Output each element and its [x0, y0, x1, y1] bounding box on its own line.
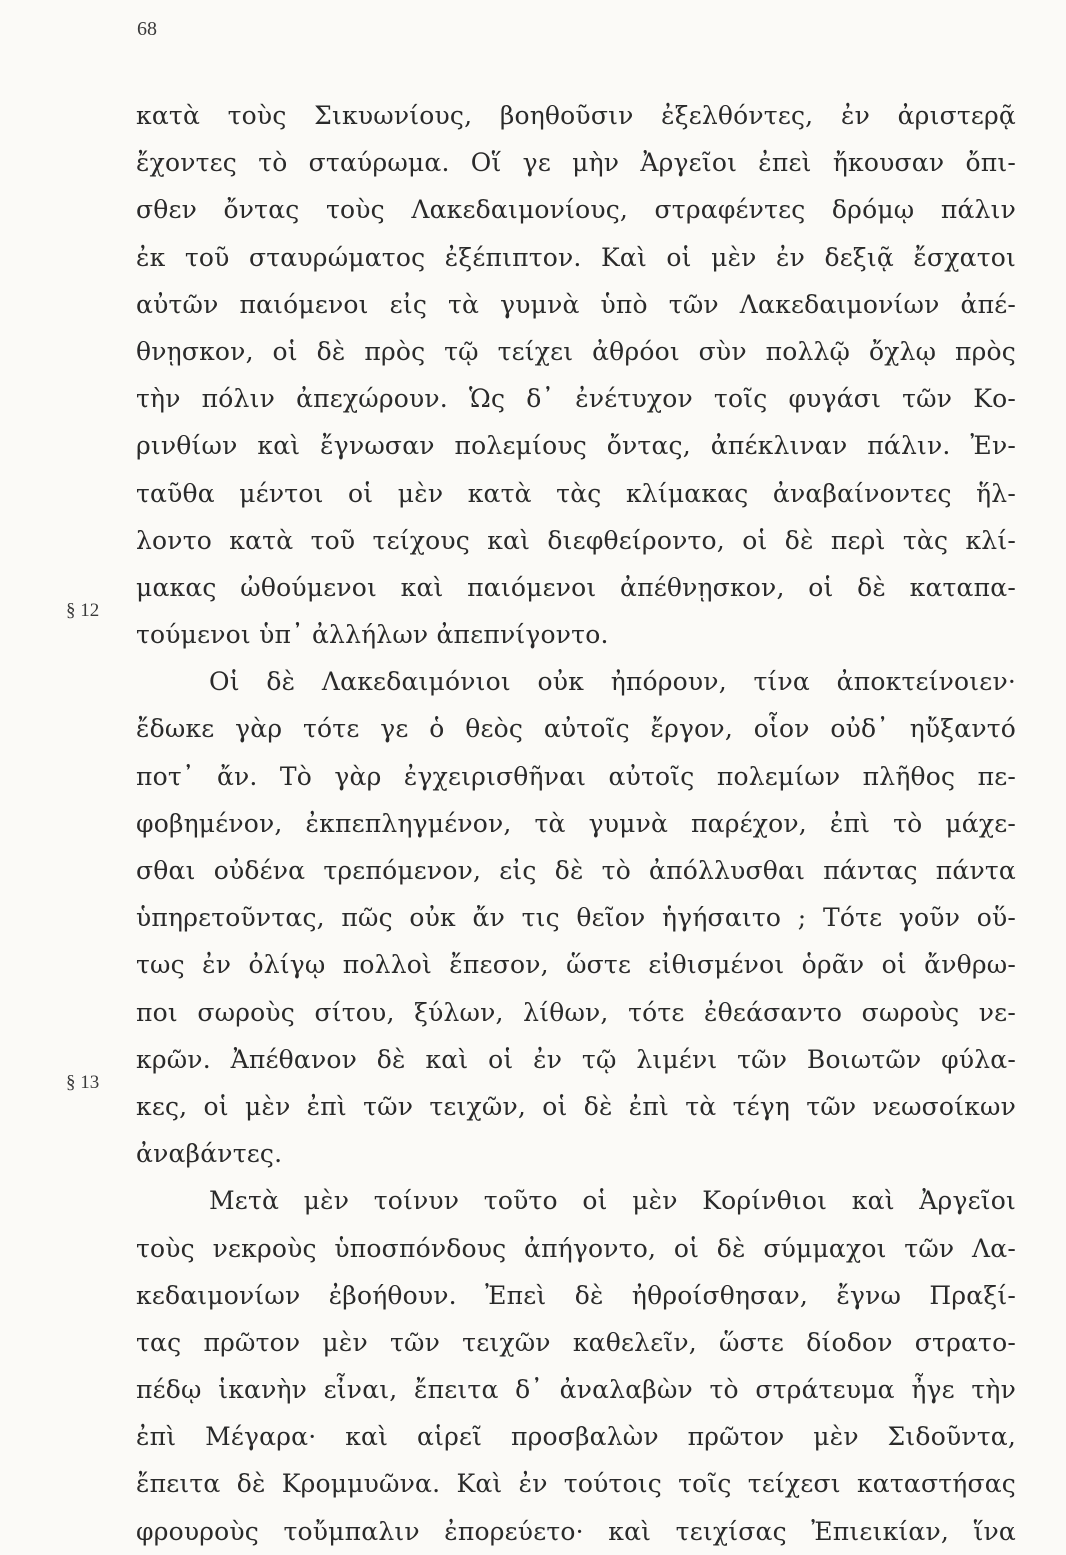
text-line: ἀναβάντες.	[136, 1139, 283, 1169]
text-line: ὑπηρετοῦντας, πῶς οὐκ ἄν τις θεῖον ἡγήσαιτο ; Τότε γοῦν οὕ-	[136, 903, 1016, 933]
page-number: 68	[137, 18, 157, 40]
section-marker-13: § 13	[66, 1072, 100, 1093]
text-line: ἐπὶ Μέγαρα· καὶ αἱρεῖ προσβαλὼν πρῶτον μὲν Σιδοῦντα,	[136, 1422, 1016, 1452]
section-marker-12: § 12	[66, 600, 100, 621]
text-line: Μετὰ μὲν τοίνυν τοῦτο οἱ μὲν Κορίνθιοι καὶ Ἀργεῖοι	[209, 1186, 1016, 1216]
text-line: ταῦθα μέντοι οἱ μὲν κατὰ τὰς κλίμακας ἀναβαίνοντες ἥλ-	[136, 478, 1016, 508]
text-line: τως ἐν ὀλίγῳ πολλοὶ ἔπεσον, ὥστε εἰθισμένοι ὁρᾶν οἱ ἄνθρω-	[136, 950, 1016, 980]
text-line: ρινθίων καὶ ἔγνωσαν πολεμίους ὄντας, ἀπέκλιναν πάλιν. Ἐν-	[136, 431, 1016, 461]
text-line: φρουροὺς τοὔμπαλιν ἐπορεύετο· καὶ τειχίσας Ἐπιεικίαν, ἵνα	[136, 1516, 1016, 1546]
text-line: θνῃσκον, οἱ δὲ πρὸς τῷ τείχει ἀθρόοι σὺν πολλῷ ὄχλῳ πρὸς	[136, 336, 1016, 366]
text-line: τὴν πόλιν ἀπεχώρουν. Ὡς δ᾽ ἐνέτυχον τοῖς φυγάσι τῶν Κο-	[136, 384, 1016, 414]
text-line: τας πρῶτον μὲν τῶν τειχῶν καθελεῖν, ὥστε δίοδον στρατο-	[136, 1327, 1016, 1357]
text-line: ποτ᾽ ἄν. Τὸ γὰρ ἐγχειρισθῆναι αὐτοῖς πολεμίων πλῆθος πε-	[136, 761, 1016, 791]
text-line: κατὰ τοὺς Σικυωνίους, βοηθοῦσιν ἐξελθόντες, ἐν ἀριστερᾷ	[136, 101, 1016, 130]
text-line: κες, οἱ μὲν ἐπὶ τῶν τειχῶν, οἱ δὲ ἐπὶ τὰ τέγη τῶν νεωσοίκων	[136, 1091, 1016, 1121]
text-line: αὐτῶν παιόμενοι εἰς τὰ γυμνὰ ὑπὸ τῶν Λακεδαιμονίων ἀπέ-	[136, 289, 1016, 319]
text-line: σθεν ὄντας τοὺς Λακεδαιμονίους, στραφέντες δρόμῳ πάλιν	[136, 195, 1016, 225]
main-text	[136, 92, 1016, 1555]
text-line: λοντο κατὰ τοῦ τείχους καὶ διεφθείροντο, οἱ δὲ περὶ τὰς κλί-	[136, 525, 1016, 555]
text-line: τούμενοι ὑπ᾽ ἀλλήλων ἀπεπνίγοντο.	[136, 620, 609, 650]
text-line: ἔδωκε γὰρ τότε γε ὁ θεὸς αὐτοῖς ἔργον, οἷον οὐδ᾽ ηὔξαντό	[136, 714, 1016, 744]
text-line: τοὺς νεκροὺς ὑποσπόνδους ἀπήγοντο, οἱ δὲ σύμμαχοι τῶν Λα-	[136, 1233, 1016, 1263]
text-line: ποι σωροὺς σίτου, ξύλων, λίθων, τότε ἐθεάσαντο σωροὺς νε-	[136, 997, 1016, 1027]
text-line: ἐκ τοῦ σταυρώματος ἐξέπιπτον. Καὶ οἱ μὲν ἐν δεξιᾷ ἔσχατοι	[136, 242, 1016, 272]
text-line: σθαι οὐδένα τρεπόμενον, εἰς δὲ τὸ ἀπόλλυσθαι πάντας πάντα	[136, 856, 1016, 885]
text-line: Οἱ δὲ Λακεδαιμόνιοι οὐκ ἠπόρουν, τίνα ἀποκτείνοιεν·	[209, 667, 1016, 697]
text-line: κρῶν. Ἀπέθανον δὲ καὶ οἱ ἐν τῷ λιμένι τῶν Βοιωτῶν φύλα-	[136, 1044, 1016, 1074]
text-line: κεδαιμονίων ἐβοήθουν. Ἐπεὶ δὲ ἠθροίσθησαν, ἔγνω Πραξί-	[136, 1280, 1016, 1310]
text-line: φοβημένον, ἐκπεπληγμένον, τὰ γυμνὰ παρέχον, ἐπὶ τὸ μάχε-	[136, 808, 1016, 838]
text-line: ἔχοντες τὸ σταύρωμα. Οἵ γε μὴν Ἀργεῖοι ἐπεὶ ἤκουσαν ὄπι-	[136, 148, 1016, 178]
text-line: μακας ὠθούμενοι καὶ παιόμενοι ἀπέθνῃσκον, οἱ δὲ καταπα-	[136, 572, 1016, 602]
text-line: πέδῳ ἱκανὴν εἶναι, ἔπειτα δ᾽ ἀναλαβὼν τὸ στράτευμα ἦγε τὴν	[136, 1375, 1016, 1405]
text-line: ἔπειτα δὲ Κρομμυῶνα. Καὶ ἐν τούτοις τοῖς τείχεσι καταστήσας	[136, 1469, 1016, 1499]
